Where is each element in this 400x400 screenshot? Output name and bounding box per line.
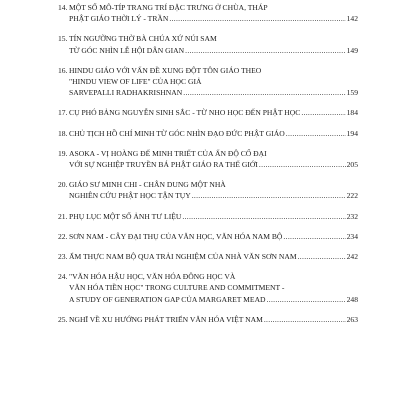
toc-entry-line xyxy=(58,33,358,44)
toc-entry-line xyxy=(58,294,358,305)
toc-entry xyxy=(58,211,358,222)
toc-dot-leader xyxy=(169,13,345,24)
toc-entry-number: 24. xyxy=(58,272,68,282)
toc-dot-leader xyxy=(183,87,345,98)
toc-entry-line xyxy=(58,271,358,282)
toc-entry-title: VỚI SỰ NGHIỆP TRUYỀN BÁ PHẬT GIÁO RA THẾ GIỚI xyxy=(69,160,258,170)
toc-page-number: 205 xyxy=(346,160,358,170)
toc-dot-leader xyxy=(185,45,345,56)
toc-dot-leader xyxy=(182,211,345,222)
toc-entry-title: TÍN NGƯỠNG THỜ BÀ CHÚA XỨ NÚI SAM xyxy=(69,34,217,44)
toc-entry-line xyxy=(58,2,358,13)
toc-entry-line xyxy=(58,211,358,222)
toc-entry-title: GIÁO SƯ MINH CHI - CHÂN DUNG MỘT NHÀ xyxy=(69,180,226,190)
toc-page-number: 142 xyxy=(346,14,358,24)
toc-entry-title: A STUDY OF GENERATION GAP CỦA MARGARET MEAD xyxy=(69,294,266,304)
toc-page-number: 149 xyxy=(346,45,358,55)
toc-page-number: 248 xyxy=(346,294,358,304)
toc-entry-title: CHỦ TỊCH HỒ CHÍ MINH TỪ GÓC NHÌN ĐẠO ĐỨC PHẬT GIÁO xyxy=(69,128,285,138)
toc-entry-line xyxy=(58,314,358,325)
toc-entry-number: 22. xyxy=(58,231,68,241)
toc-entry xyxy=(58,33,358,55)
toc-entry-line xyxy=(58,45,358,56)
toc-entry-title: TỪ GÓC NHÌN LỄ HỘI DÂN GIAN xyxy=(69,45,185,55)
toc-entry-number: 19. xyxy=(58,148,68,158)
toc-entry-number: 15. xyxy=(58,34,68,44)
toc-entry-line xyxy=(58,282,358,293)
toc-entry-title: PHỤ LỤC MỘT SỐ ẢNH TƯ LIỆU xyxy=(69,211,182,221)
toc-entry-title: PHẬT GIÁO THỜI LÝ - TRẦN xyxy=(69,14,169,24)
toc-entry-title: VĂN HÓA TIỀN HỌC" TRONG CULTURE AND COMMITMENT - xyxy=(69,283,285,293)
toc-dot-leader xyxy=(283,231,345,242)
toc-entry xyxy=(58,271,358,305)
toc-entry xyxy=(58,314,358,325)
toc-dot-leader xyxy=(298,251,346,262)
toc-entry xyxy=(58,65,358,99)
toc-page-number: 194 xyxy=(346,128,358,138)
toc-page-number: 232 xyxy=(346,211,358,221)
toc-entry-title: NGHĨ VỀ XU HƯỚNG PHÁT TRIỂN VĂN HÓA VIỆT NAM xyxy=(69,314,263,324)
toc-entry-title: "HINDU VIEW OF LIFE" CỦA HỌC GIẢ xyxy=(69,77,202,87)
toc-entry-title: CỤ PHÓ BẢNG NGUYỄN SINH SẮC - TỪ NHO HỌC ĐẾN PHẬT HỌC xyxy=(69,108,301,118)
toc-entry-number: 16. xyxy=(58,65,68,75)
toc-entry-number: 14. xyxy=(58,3,68,12)
toc-entry xyxy=(58,251,358,262)
toc-entry-line xyxy=(58,179,358,190)
toc-dot-leader xyxy=(264,314,346,325)
toc-page-number: 184 xyxy=(346,108,358,118)
toc-entry-line xyxy=(58,190,358,201)
toc-entry-line xyxy=(58,76,358,87)
toc-page-number: 234 xyxy=(346,231,358,241)
toc-dot-leader xyxy=(301,107,345,118)
toc-entry xyxy=(58,148,358,170)
toc-dot-leader xyxy=(267,294,346,305)
toc-entry-number: 18. xyxy=(58,128,68,138)
toc-page-number: 159 xyxy=(346,88,358,98)
toc-entry-title: "VĂN HÓA HẬU HỌC, VĂN HÓA ĐÔNG HỌC VÀ xyxy=(69,272,236,282)
toc-entry-number: 25. xyxy=(58,314,68,324)
toc-entry-number: 20. xyxy=(58,180,68,190)
toc-page-number: 242 xyxy=(346,252,358,262)
toc-entry-title: ẨM THỰC NAM BỘ QUA TRẢI NGHIỆM CỦA NHÀ VĂN SƠN NAM xyxy=(69,252,297,262)
toc-dot-leader xyxy=(192,190,346,201)
toc-dot-leader xyxy=(259,159,346,170)
toc-entry xyxy=(58,128,358,139)
toc-entry-line xyxy=(58,251,358,262)
toc-entry-line xyxy=(58,107,358,118)
toc-entry-line xyxy=(58,231,358,242)
toc-entry-title: ASOKA - VỊ HOÀNG ĐẾ MINH TRIẾT CỦA ẤN ĐỘ CỔ ĐẠI xyxy=(69,148,267,158)
toc-entry-title: HINDU GIÁO VỚI VẤN ĐỀ XUNG ĐỘT TÔN GIÁO THEO xyxy=(69,65,262,75)
toc-entry-line xyxy=(58,65,358,76)
toc-entry-line xyxy=(58,159,358,170)
toc-page-number: 222 xyxy=(346,191,358,201)
toc-entry xyxy=(58,231,358,242)
toc-dot-leader xyxy=(286,128,346,139)
toc-entry-line xyxy=(58,128,358,139)
table-of-contents xyxy=(58,2,358,334)
toc-entry-number: 17. xyxy=(58,108,68,118)
toc-entry-number: 23. xyxy=(58,252,68,262)
toc-entry xyxy=(58,107,358,118)
toc-entry-number: 21. xyxy=(58,211,68,221)
toc-entry-title: NGHIÊN CỨU PHẬT HỌC TẬN TỤY xyxy=(69,191,191,201)
toc-page-number: 263 xyxy=(346,314,358,324)
toc-entry-line xyxy=(58,148,358,159)
toc-entry-line xyxy=(58,87,358,98)
toc-entry-line xyxy=(58,13,358,24)
toc-entry xyxy=(58,179,358,201)
toc-entry-title: SARVEPALLI RADHAKRISHNAN xyxy=(69,88,183,98)
toc-entry-title: SƠN NAM - CÂY ĐẠI THỤ CỦA VĂN HỌC, VĂN HÓA NAM BỘ xyxy=(69,231,283,241)
toc-entry xyxy=(58,2,358,24)
toc-entry-title: MỘT SỐ MÔ-TÍP TRANG TRÍ ĐẶC TRƯNG Ở CHÙA, THÁP xyxy=(69,3,268,12)
